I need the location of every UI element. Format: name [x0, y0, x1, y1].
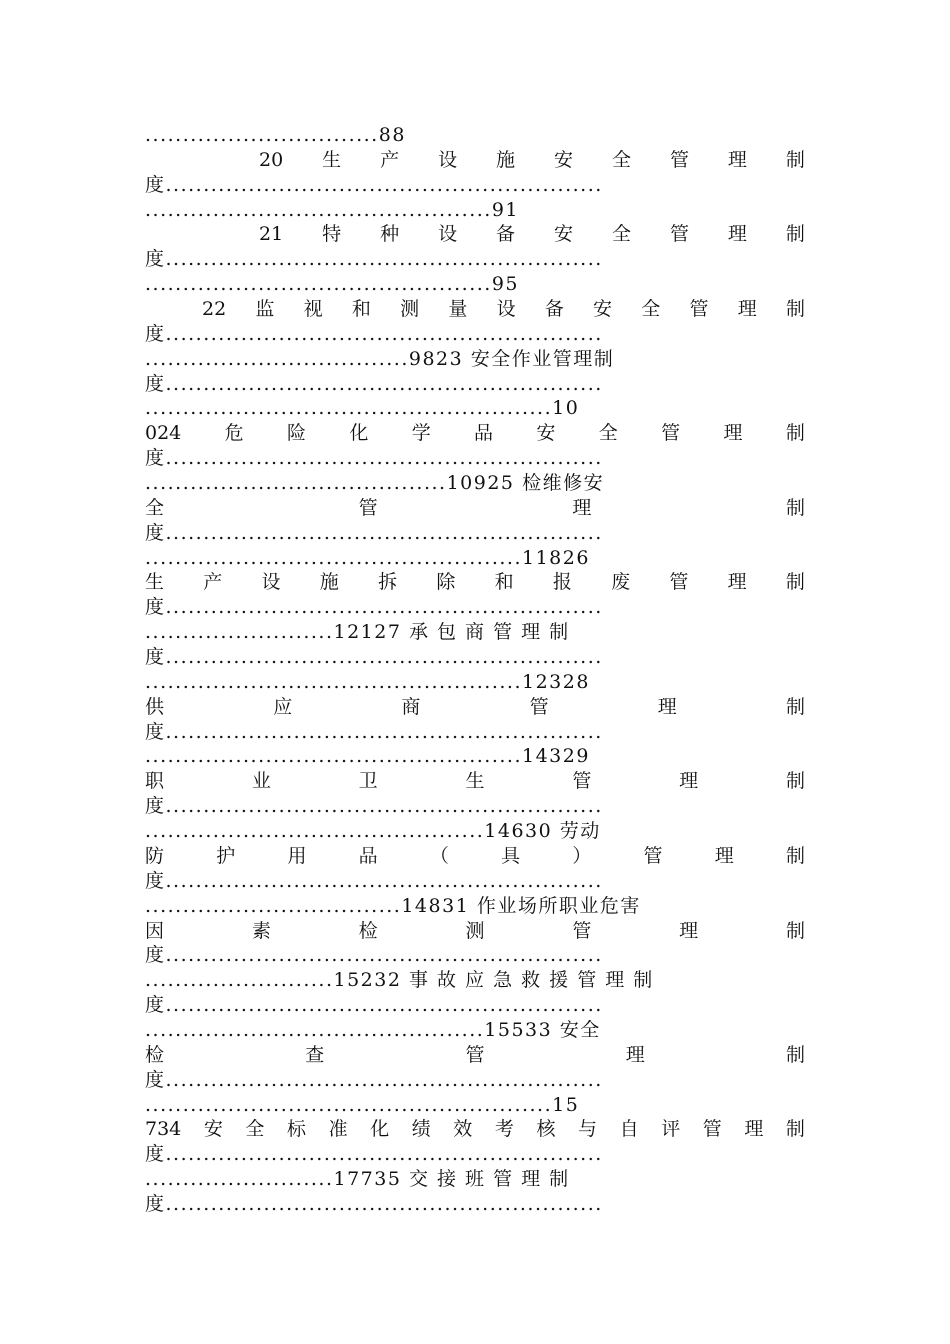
toc-word: 安	[593, 298, 613, 321]
toc-line	[145, 1043, 805, 1068]
toc-line: 度..........................................................	[145, 372, 603, 395]
toc-word: 因	[145, 919, 165, 942]
toc-word: 视	[303, 298, 323, 321]
toc-word: 职	[145, 770, 165, 793]
toc-line: ..............................................95	[145, 273, 519, 296]
toc-word: 管	[689, 298, 709, 321]
toc-word: 理	[727, 571, 747, 594]
toc-word: 绩	[411, 1118, 431, 1141]
toc-line	[145, 421, 805, 446]
toc-line: ..................................................14329	[145, 745, 590, 768]
toc-line: ......................................................15	[145, 1093, 580, 1116]
toc-word: 检	[358, 919, 378, 942]
toc-word: 险	[286, 422, 306, 445]
toc-word: 理	[737, 298, 757, 321]
toc-word: 理	[727, 223, 747, 246]
toc-word: 量	[448, 298, 468, 321]
toc-line: ......................................................10	[145, 397, 580, 420]
toc-line	[145, 148, 805, 173]
toc-word: 管	[572, 919, 592, 942]
toc-word: 产	[203, 571, 223, 594]
toc-line: ...................................9823 安全作业管理制	[145, 347, 615, 370]
toc-word: 效	[453, 1118, 473, 1141]
toc-word: 管	[358, 496, 378, 519]
toc-word: 制	[785, 223, 805, 246]
toc-word: 施	[496, 148, 516, 171]
toc-line: 度..........................................................	[145, 1192, 603, 1215]
toc-line	[145, 919, 805, 944]
toc-line	[145, 570, 805, 595]
toc-word: 化	[349, 422, 369, 445]
toc-word: 品	[358, 844, 378, 867]
toc-word: 和	[494, 571, 514, 594]
toc-word: 测	[400, 298, 420, 321]
toc-word: 设	[261, 571, 281, 594]
toc-word: 制	[785, 422, 805, 445]
toc-word: 考	[494, 1118, 514, 1141]
toc-word: 管	[669, 148, 689, 171]
toc-word: 生	[322, 148, 342, 171]
toc-word: 化	[370, 1118, 390, 1141]
toc-word: 与	[578, 1118, 598, 1141]
toc-line: 度..........................................................	[145, 521, 603, 544]
toc-word: 理	[572, 496, 592, 519]
toc-word: 素	[251, 919, 271, 942]
toc-word: 管	[702, 1118, 722, 1141]
toc-word: 用	[287, 844, 307, 867]
toc-word: 制	[785, 571, 805, 594]
toc-word: 设	[496, 298, 516, 321]
toc-line: 度..........................................................	[145, 994, 603, 1017]
toc-word: 理	[625, 1043, 645, 1066]
toc-word: 卫	[358, 770, 378, 793]
toc-word: 024	[145, 422, 182, 445]
toc-word: 理	[679, 770, 699, 793]
toc-word: 管	[465, 1043, 485, 1066]
toc-word: 自	[619, 1118, 639, 1141]
toc-word: 特	[322, 223, 342, 246]
toc-line: ..............................................91	[145, 198, 519, 221]
toc-word: 全	[598, 422, 618, 445]
toc-word: 准	[328, 1118, 348, 1141]
toc-word: 理	[727, 148, 747, 171]
toc-line: 度..........................................................	[145, 720, 603, 743]
toc-word: 制	[785, 844, 805, 867]
toc-word: 施	[319, 571, 339, 594]
toc-word: 制	[785, 770, 805, 793]
toc-line: .............................................14630 劳动	[145, 820, 601, 843]
toc-word: ）	[572, 844, 592, 867]
toc-word: 734	[145, 1118, 182, 1141]
toc-line	[145, 769, 805, 794]
toc-word: 护	[216, 844, 236, 867]
toc-word: 备	[544, 298, 564, 321]
toc-word: 防	[145, 844, 165, 867]
toc-word: 理	[744, 1118, 764, 1141]
toc-word: 全	[245, 1118, 265, 1141]
toc-line: 度..........................................................	[145, 1143, 603, 1166]
toc-line	[145, 297, 805, 322]
toc-line	[145, 496, 805, 521]
toc-word: 全	[641, 298, 661, 321]
toc-word: 商	[401, 695, 421, 718]
toc-word: 理	[714, 844, 734, 867]
toc-line: ..................................................11826	[145, 546, 590, 569]
toc-word: 学	[411, 422, 431, 445]
toc-word: 安	[203, 1118, 223, 1141]
toc-word: 安	[554, 148, 574, 171]
toc-line: 度..........................................................	[145, 447, 603, 470]
toc-word: 除	[436, 571, 456, 594]
toc-line: 度..........................................................	[145, 173, 603, 196]
table-of-contents	[145, 123, 805, 1217]
toc-line: 度..........................................................	[145, 869, 603, 892]
toc-line: 度..........................................................	[145, 944, 603, 967]
toc-line	[145, 1117, 805, 1142]
toc-word: 监	[255, 298, 275, 321]
toc-word: 供	[145, 695, 165, 718]
toc-word: 危	[224, 422, 244, 445]
toc-word: 种	[380, 223, 400, 246]
toc-line	[145, 844, 805, 869]
toc-line: 度..........................................................	[145, 322, 603, 345]
toc-word: 管	[572, 770, 592, 793]
toc-word: 制	[785, 298, 805, 321]
toc-word: 品	[474, 422, 494, 445]
toc-word: 具	[501, 844, 521, 867]
toc-line: ..................................................12328	[145, 670, 590, 693]
toc-word: 标	[286, 1118, 306, 1141]
toc-word: 和	[351, 298, 371, 321]
toc-word: 应	[273, 695, 293, 718]
toc-word: 报	[552, 571, 572, 594]
toc-line	[145, 222, 805, 247]
toc-line: ........................................10925 检维修安	[145, 472, 605, 495]
toc-word: 管	[669, 223, 689, 246]
toc-word: 核	[536, 1118, 556, 1141]
toc-word: 产	[380, 148, 400, 171]
toc-word: 制	[785, 695, 805, 718]
toc-word: 拆	[378, 571, 398, 594]
toc-line: .........................12127 承 包 商 管 理 制	[145, 621, 570, 644]
toc-word: 全	[611, 223, 631, 246]
toc-word: （	[429, 844, 449, 867]
toc-word: 设	[438, 148, 458, 171]
toc-word: 全	[145, 496, 165, 519]
toc-word: 管	[643, 844, 663, 867]
toc-word: 制	[785, 148, 805, 171]
toc-word: 测	[465, 919, 485, 942]
toc-word: 废	[611, 571, 631, 594]
toc-word: 制	[785, 496, 805, 519]
toc-word: 理	[723, 422, 743, 445]
toc-line: 度..........................................................	[145, 1068, 603, 1091]
toc-word: 全	[611, 148, 631, 171]
toc-word: 业	[251, 770, 271, 793]
toc-word: 理	[657, 695, 677, 718]
toc-word: 检	[145, 1043, 165, 1066]
toc-line	[145, 695, 805, 720]
toc-word: 评	[661, 1118, 681, 1141]
toc-word: 理	[679, 919, 699, 942]
toc-line: .........................17735 交 接 班 管 理 制	[145, 1168, 570, 1191]
toc-word: 备	[496, 223, 516, 246]
toc-word: 安	[536, 422, 556, 445]
toc-line: .........................15232 事 故 应 急 救 援 管 理 制	[145, 969, 654, 992]
toc-word: 管	[529, 695, 549, 718]
toc-word: 22	[202, 298, 227, 321]
toc-word: 管	[661, 422, 681, 445]
toc-line: 度..........................................................	[145, 596, 603, 619]
toc-line: 度..........................................................	[145, 646, 603, 669]
toc-word: 生	[145, 571, 165, 594]
toc-word: 21	[259, 223, 284, 246]
toc-word: 安	[554, 223, 574, 246]
toc-line: ...............................88	[145, 124, 406, 146]
toc-line: ..................................14831 作业场所职业危害	[145, 894, 641, 917]
toc-word: 查	[305, 1043, 325, 1066]
toc-line: 度..........................................................	[145, 795, 603, 818]
toc-word: 制	[785, 1118, 805, 1141]
toc-word: 20	[259, 148, 284, 171]
toc-word: 制	[785, 1043, 805, 1066]
toc-word: 设	[438, 223, 458, 246]
toc-line: 度..........................................................	[145, 248, 603, 271]
toc-word: 制	[785, 919, 805, 942]
toc-line: .............................................15533 安全	[145, 1018, 601, 1041]
toc-word: 管	[669, 571, 689, 594]
toc-word: 生	[465, 770, 485, 793]
